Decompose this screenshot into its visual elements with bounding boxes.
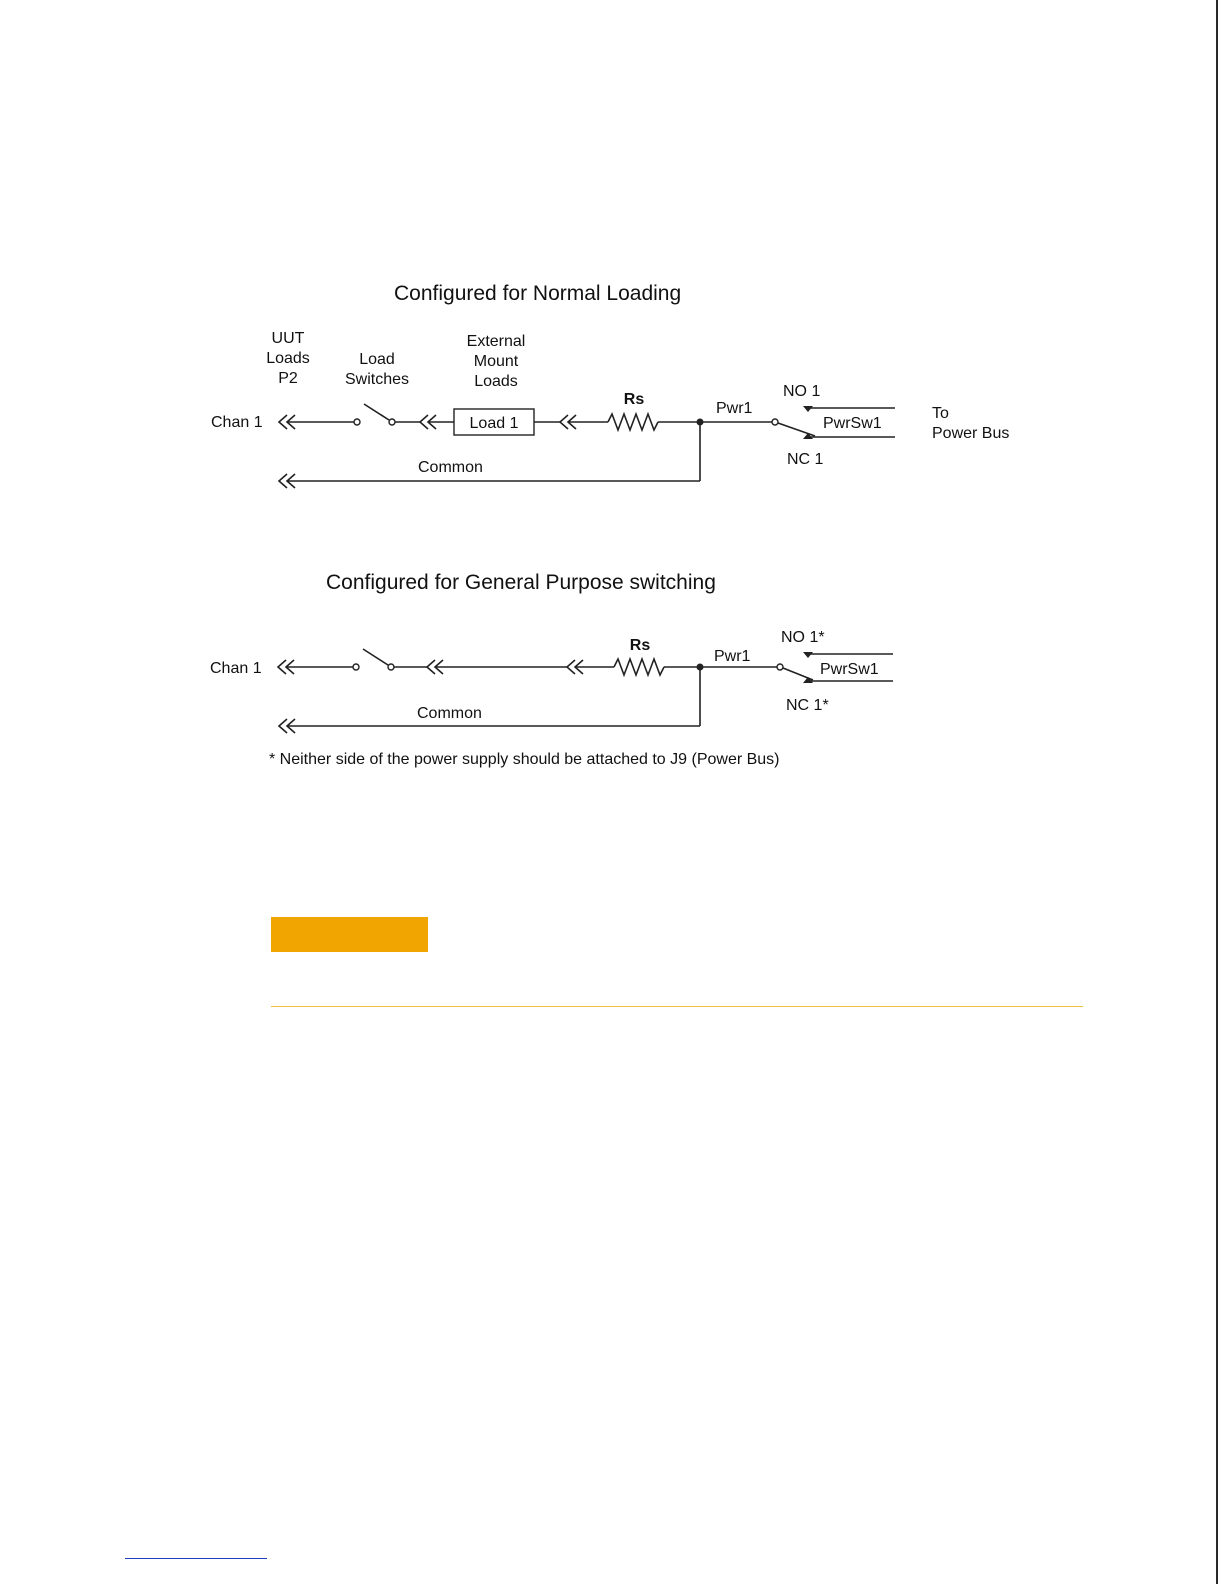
- pwr1-node-label: Pwr1: [716, 400, 753, 417]
- common-label: Common: [417, 705, 482, 722]
- pwr1-node-label: Pwr1: [714, 648, 751, 665]
- general-purpose-title: Configured for General Purpose switching: [326, 571, 716, 594]
- nc-contact-label: NC 1: [787, 451, 824, 468]
- uut-label-line-1: UUT: [271, 330, 305, 347]
- nc-contact-label: NC 1*: [786, 697, 829, 714]
- resistor-icon: [608, 414, 658, 430]
- no-contact-arrow-icon: [803, 652, 813, 658]
- resistor-icon: [614, 659, 664, 675]
- load-switches-label-line-1: Load: [359, 351, 395, 368]
- destination-label-line-2: Power Bus: [932, 425, 1010, 442]
- external-loads-label-line-3: Loads: [474, 373, 518, 390]
- load-switch-icon: [364, 404, 389, 420]
- switch-terminal: [354, 419, 360, 425]
- nc-contact-arrow-icon: [803, 433, 813, 439]
- channel-label: Chan 1: [211, 414, 263, 431]
- uut-label-line-2: Loads: [266, 350, 310, 367]
- load-box-label: Load 1: [469, 415, 519, 432]
- channel-label: Chan 1: [210, 660, 262, 677]
- normal-loading-title: Configured for Normal Loading: [394, 282, 682, 305]
- power-bus-footnote: * Neither side of the power supply should be attached to J9 (Power Bus): [269, 751, 780, 768]
- general-purpose-diagram: [210, 571, 893, 768]
- no-contact-arrow-icon: [803, 406, 813, 412]
- footnote-divider: [125, 1558, 267, 1559]
- load-switch-icon: [363, 649, 388, 665]
- uut-label-line-3: P2: [278, 370, 298, 387]
- resistor-label: Rs: [623, 391, 645, 408]
- relay-switch-arm: [778, 423, 815, 436]
- switch-terminal: [388, 664, 394, 670]
- relay-label: PwrSw1: [820, 661, 879, 678]
- load-switches-label-line-2: Switches: [344, 371, 410, 388]
- resistor-label: Rs: [629, 637, 651, 654]
- switch-terminal: [353, 664, 359, 670]
- no-contact-label: NO 1: [783, 383, 821, 400]
- no-contact-label: NO 1*: [781, 629, 825, 646]
- external-loads-label-line-1: External: [466, 333, 526, 350]
- relay-common-terminal: [772, 419, 778, 425]
- switch-terminal: [389, 419, 395, 425]
- normal-loading-diagram: [211, 282, 1009, 488]
- external-loads-label-line-2: Mount: [473, 353, 519, 370]
- notice-tab: [271, 917, 428, 952]
- destination-label-line-1: To: [932, 405, 949, 422]
- relay-common-terminal: [777, 664, 783, 670]
- common-label: Common: [418, 459, 483, 476]
- notice-divider: [271, 1006, 1083, 1007]
- relay-label: PwrSw1: [823, 415, 882, 432]
